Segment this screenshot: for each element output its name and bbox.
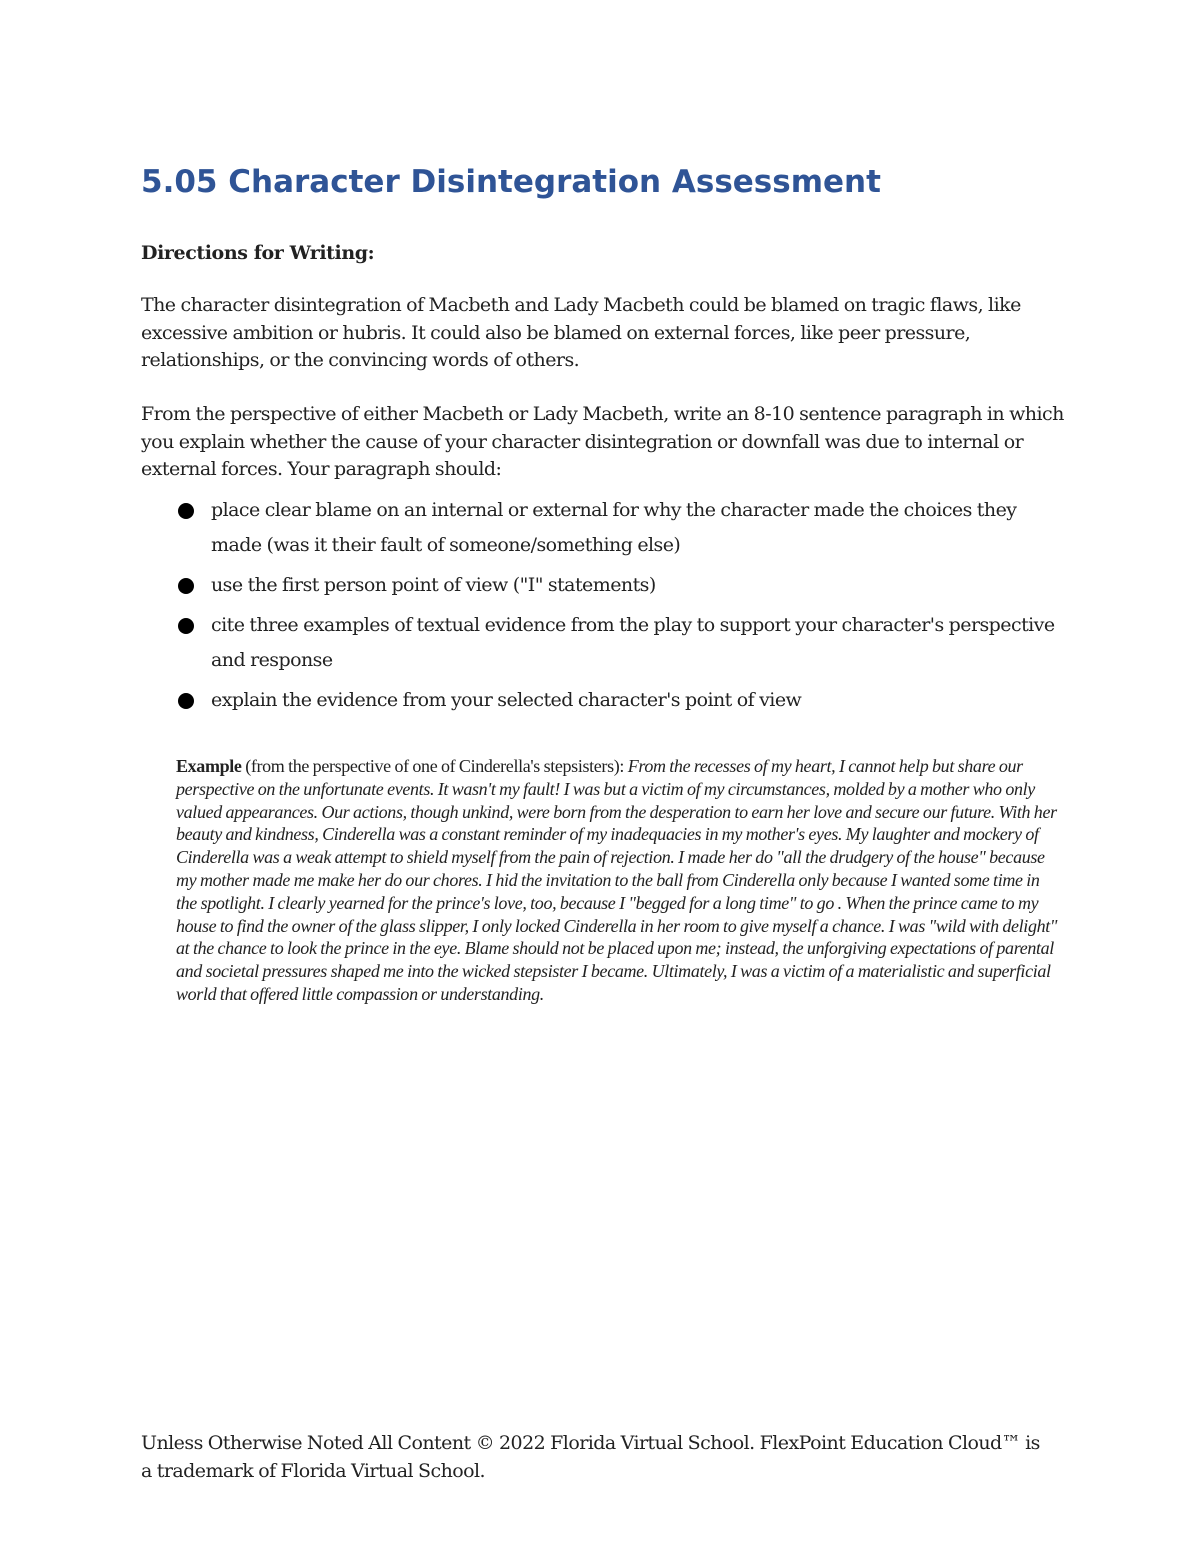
requirements-list: [178, 493, 1058, 718]
list-item: [178, 568, 1058, 603]
list-item-text: use the first person point of view ("I" statements): [211, 574, 656, 596]
list-item: [178, 493, 1058, 563]
list-item: [178, 608, 1058, 678]
bullet-dot-icon: [178, 693, 194, 709]
instructions-paragraph: From the perspective of either Macbeth or Lady Macbeth, write an 8-10 sentence paragraph in which you explain whether the cause of your character disintegration or downfall was due to internal or external forces. Your paragraph should:: [141, 403, 1064, 480]
list-item-text: explain the evidence from your selected character's point of view: [211, 689, 802, 711]
directions-heading: Directions for Writing:: [141, 242, 375, 264]
bullet-dot-icon: [178, 578, 194, 594]
list-item: [178, 683, 1058, 718]
example-intro: (from the perspective of one of Cinderella's stepsisters):: [241, 756, 628, 776]
example-paragraph: [176, 755, 1061, 1006]
list-item-text: place clear blame on an internal or external for why the character made the choices they made (was it their fault of someone/something else): [211, 499, 1017, 556]
example-label: Example: [176, 756, 242, 776]
intro-paragraph: The character disintegration of Macbeth and Lady Macbeth could be blamed on tragic flaws, like excessive ambition or hubris. It could also be blamed on external forces, like peer pressure, relationships, or the convincing words of others.: [141, 294, 1021, 371]
list-item-text: cite three examples of textual evidence from the play to support your character's perspective and response: [211, 614, 1055, 671]
example-text: From the recesses of my heart, I cannot help but share our perspective on the unfortunate events. It wasn't my fault! I was but a victim of my circumstances, molded by a mother who only valued appearances. Our actions, though unkind, were born from the desperation to earn her love and secure our future. With her beauty and kindness, Cinderella was a constant reminder of my inadequacies in my mother's eyes. My laughter and mockery of Cinderella was a weak attempt to shield myself from the pain of rejection. I made her do "all the drudgery of the house" because my mother made me make her do our chores. I hid the invitation to the ball from Cinderella only because I wanted some time in the spotlight. I clearly yearned for the prince's love, too, because I "begged for a long time" to go . When the prince came to my house to find the owner of the glass slipper, I only locked Cinderella in her room to give myself a chance. I was "wild with delight" at the chance to look the prince in the eye. Blame should not be placed upon me; instead, the unforgiving expectations of parental and societal pressures shaped me into the wicked stepsister I became. Ultimately, I was a victim of a materialistic and superficial world that offered little compassion or understanding.: [176, 756, 1058, 1004]
bullet-dot-icon: [178, 503, 194, 519]
copyright-footer: Unless Otherwise Noted All Content © 2022 Florida Virtual School. FlexPoint Education Cloud™ is a trademark of Florida Virtual School.: [141, 1432, 1040, 1482]
page-title: 5.05 Character Disintegration Assessment: [141, 164, 881, 200]
bullet-dot-icon: [178, 618, 194, 634]
